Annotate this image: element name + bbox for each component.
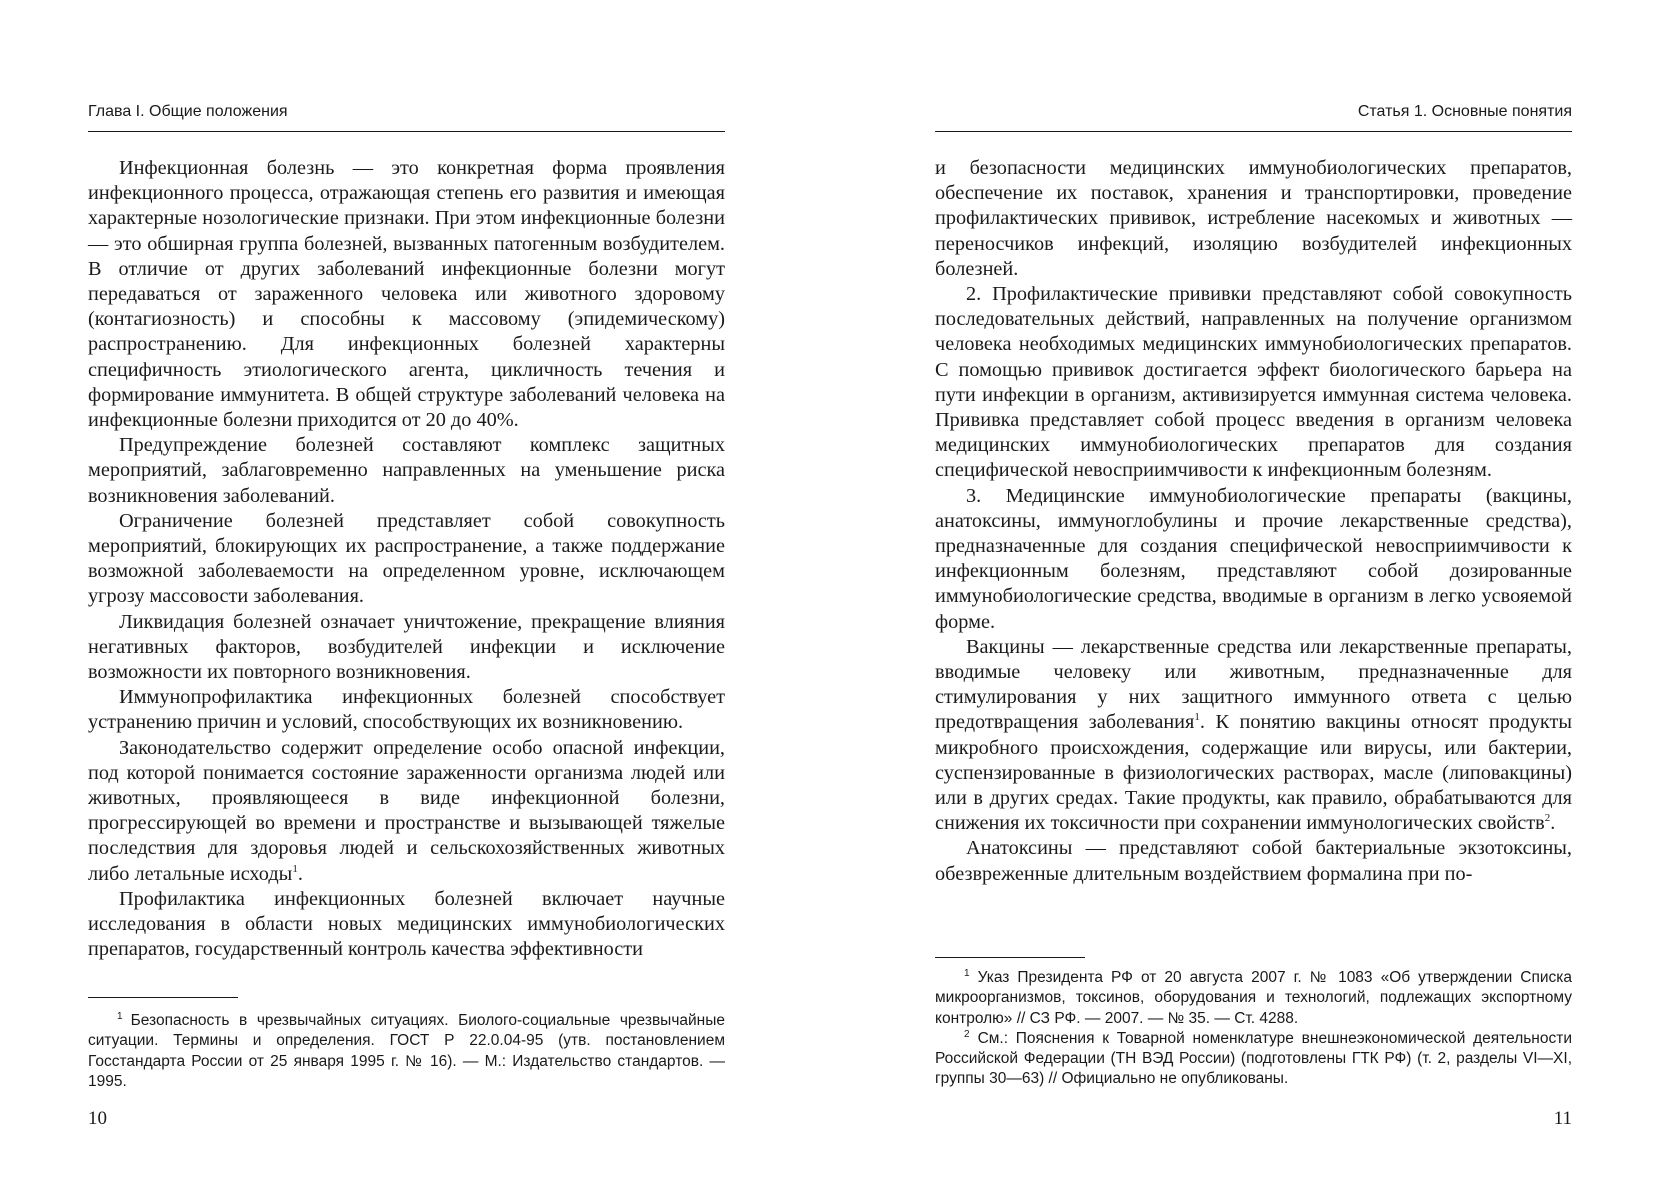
- paragraph: [935, 635, 1572, 837]
- paragraph-text: Законодательство содержит определение особо опасной инфекции, под которой понимается состояние зараженности организма людей или животных, проявляющееся в виде инфекционной болезни, прогрессирующей во времени и пространстве и вызывающей тяжелые последствия для здоровья людей и сельскохозяйственных животных либо летальные исходы: [88, 736, 725, 885]
- footnotes-left: [88, 1011, 725, 1092]
- paragraph: Профилактика инфекционных болезней включает научные исследования в области новых медицинских иммунобиологических препаратов, государственный контроль качества эффективности: [88, 887, 725, 961]
- running-head-left: Глава I. Общие положения: [88, 103, 725, 132]
- page-number-left: 10: [88, 1108, 107, 1129]
- paragraph: Анатоксины — представляют собой бактериальные экзотоксины, обезвреженные длительным воздействием формалина при по-: [935, 837, 1572, 885]
- paragraph: 3. Медицинские иммунобиологические препараты (вакцины, анатоксины, иммуноглобулины и прочие лекарственные средства), предназначенные для создания специфической невосприимчивости к инфекционным болезням, представляют собой дозированные иммунобиологические средства, вводимые в организм в легко усвояемой форме.: [935, 484, 1572, 633]
- left-page: [88, 0, 725, 1199]
- footnote-mark: 1: [964, 967, 970, 979]
- paragraph: Предупреждение болезней составляют комплекс защитных мероприятий, заблаговременно направленных на уменьшение риска возникновения заболеваний.: [88, 434, 725, 507]
- footnote-ref[interactable]: 2: [1544, 812, 1551, 825]
- footnotes-right: [935, 968, 1572, 1090]
- paragraph: 2. Профилактические прививки представляют собой совокупность последовательных действий, направленных на получение организмом человека необходимых медицинских иммунобиологических препаратов. С помощью прививок достигается эффект биологического барьера на пути инфекции в организм, активизируется иммунная система человека. Прививка представляет собой процесс введения в организм человека медицинских иммунобиологических препаратов для создания специфической невосприимчивости к инфекционным болезням.: [935, 283, 1572, 482]
- paragraph-end: .: [1550, 812, 1556, 835]
- paragraph: Ограничение болезней представляет собой совокупность мероприятий, блокирующих их распространение, а также поддержание возможной заболеваемости на определенном уровне, исключающем угрозу массовости заболевания.: [88, 509, 725, 608]
- paragraph-text: . К понятию вакцины относят продукты микробного происхождения, содержащие или вирусы, или бактерии, суспензированные в физиологических растворах, масле (липовакцины) или в других средах. Такие продукты, как правило, обрабатываются для снижения их токсичности при сохранении иммунологических свойств: [935, 711, 1572, 835]
- running-head-right: Статья 1. Основные понятия: [935, 103, 1572, 132]
- paragraph: Инфекционная болезнь — это конкретная форма проявления инфекционного процесса, отражающая степень его развития и имеющая характерные нозологические признаки. При этом инфекционные болезни — это обширная группа болезней, вызванных патогенным возбудителем. В отличие от других заболеваний инфекционные болезни могут передаваться от зараженного человека или животного здоровому (контагиозность) и способны к массовому (эпидемическому) распространению. Для инфекционных болезней характерны специфичность этиологического агента, цикличность течения и формирование иммунитета. В общей структуре заболеваний человека на инфекционные болезни приходится от 20 до 40%.: [88, 157, 725, 432]
- paragraph: и безопасности медицинских иммунобиологических препаратов, обеспечение их поставок, хранения и транспортировки, проведение профилактических прививок, истребление насекомых и животных — переносчиков инфекций, изоляцию возбудителей инфекционных болезней.: [935, 157, 1572, 280]
- paragraph-text: Вакцины — лекарственные средства или лекарственные препараты, вводимые человеку или животным, предназначенные для стимулирования у них защитного иммунного ответа с целью предотвращения заболевания: [935, 635, 1572, 734]
- paragraph: [88, 736, 725, 887]
- footnote-ref[interactable]: 1: [1194, 711, 1200, 724]
- footnote-ref[interactable]: 1: [292, 862, 298, 875]
- footnote-text: Указ Президента РФ от 20 августа 2007 г. № 1083 «Об утверждении Списка микроорганизмов, токсинов, оборудования и технологий, подлежащих экспортному контролю» // СЗ РФ. — 2007. — № 35. — Ст. 4288.: [935, 969, 1572, 1027]
- body-text-right: [935, 156, 1572, 887]
- paragraph: Иммунопрофилактика инфекционных болезней способствует устранению причин и условий, способствующих их возникновению.: [88, 686, 725, 734]
- paragraph-end: .: [297, 862, 303, 885]
- right-page: [935, 0, 1572, 1199]
- footnote: [935, 968, 1572, 1029]
- footnote-mark: 2: [964, 1028, 970, 1040]
- footnote-text: См.: Пояснения к Товарной номенклатуре внешнеэкономической деятельности Российской Федерации (ТН ВЭД России) (подготовлены ГТК РФ) (т. 2, разделы VI—XI, группы 30—63) // Официально не опубликованы.: [935, 1029, 1572, 1088]
- footnote-text: Безопасность в чрезвычайных ситуациях. Биолого-социальные чрезвычайные ситуации. Термины и определения. ГОСТ Р 22.0.04-95 (утв. постановлением Госстандарта России от 25 января 1995 г. № 16). — М.: Издательство стандартов. — 1995.: [88, 1012, 725, 1090]
- footnote-mark: 1: [117, 1010, 123, 1022]
- body-text-left: [88, 156, 725, 963]
- footnote-divider: [88, 997, 238, 998]
- paragraph: Ликвидация болезней означает уничтожение, прекращение влияния негативных факторов, возбудителей инфекции и исключение возможности их повторного возникновения.: [88, 610, 725, 684]
- footnote: [88, 1011, 725, 1092]
- footnote: [935, 1029, 1572, 1090]
- footnote-divider: [935, 957, 1085, 958]
- page-number-right: 11: [1553, 1108, 1572, 1129]
